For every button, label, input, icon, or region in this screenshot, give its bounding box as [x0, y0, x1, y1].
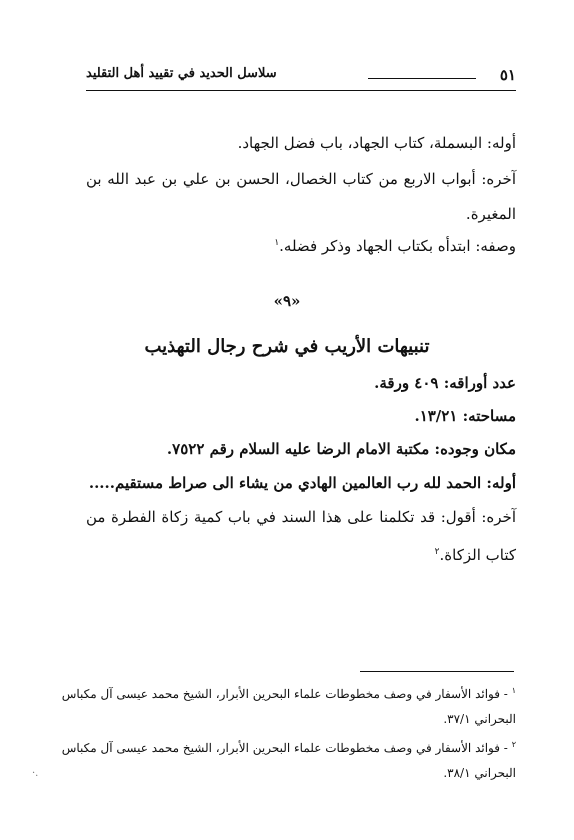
entry-last-line-1: آخره: أقول: قد تكلمنا على هذا السند في باب كمية زكاة الفطرة من — [86, 508, 516, 526]
entry-title: تنبيهات الأريب في شرح رجال التهذيب — [144, 336, 430, 357]
running-title: سلاسل الحديد في تقييد أهل التقليد — [86, 66, 277, 81]
entry-last-line-2-text: كتاب الزكاة. — [439, 546, 516, 564]
header-dash — [368, 78, 476, 79]
entry-first-line: أوله: الحمد لله رب العالمين الهادي من يشاء الى صراط مستقيم..... — [88, 474, 516, 492]
prev-description-text: وصفه: ابتدأه بكتاب الجهاد وذكر فضله. — [279, 237, 516, 255]
footnote-2-cont: البحراني ٣٨/١. — [443, 766, 516, 780]
entry-leaves: عدد أوراقه: ٤٠٩ ورقة. — [374, 374, 516, 392]
entry-number: «٩» — [273, 292, 301, 310]
prev-last-line-1: آخره: أبواب الاربع من كتاب الخصال، الحسن بن علي بن عبد الله بن — [86, 170, 516, 188]
entry-last-line-2 — [86, 541, 516, 566]
footnote-2 — [61, 740, 516, 755]
prev-first-line: أوله: البسملة، كتاب الجهاد، باب فضل الجهاد. — [237, 134, 516, 152]
scan-speck: ·. — [32, 768, 39, 779]
footnote-1-text: - فوائد الأسفار في وصف مخطوطات علماء البحرين الأبرار، الشيخ محمد عيسى آل مكباس — [61, 687, 508, 701]
footnote-rule — [360, 671, 514, 672]
prev-description — [86, 232, 516, 257]
entry-location: مكان وجوده: مكتبة الامام الرضا عليه السلام رقم ٧٥٢٢. — [166, 440, 516, 458]
footnote-2-text: - فوائد الأسفار في وصف مخطوطات علماء البحرين الأبرار، الشيخ محمد عيسى آل مكباس — [61, 741, 508, 755]
header-rule — [86, 90, 516, 91]
prev-last-line-2: المغيرة. — [465, 205, 516, 223]
footnote-1 — [61, 686, 516, 701]
entry-size: مساحته: ١٣/٢١. — [414, 407, 516, 425]
page-header — [86, 66, 516, 90]
footnote-1-cont: البحراني ٣٧/١. — [443, 712, 516, 726]
footnote-1-marker: ١ — [511, 686, 516, 695]
footnote-ref-1[interactable]: ١ — [274, 238, 280, 248]
footnote-2-marker: ٢ — [511, 740, 516, 749]
page-number: ٥١ — [499, 66, 516, 84]
footnote-ref-2[interactable]: ٢ — [434, 547, 440, 557]
